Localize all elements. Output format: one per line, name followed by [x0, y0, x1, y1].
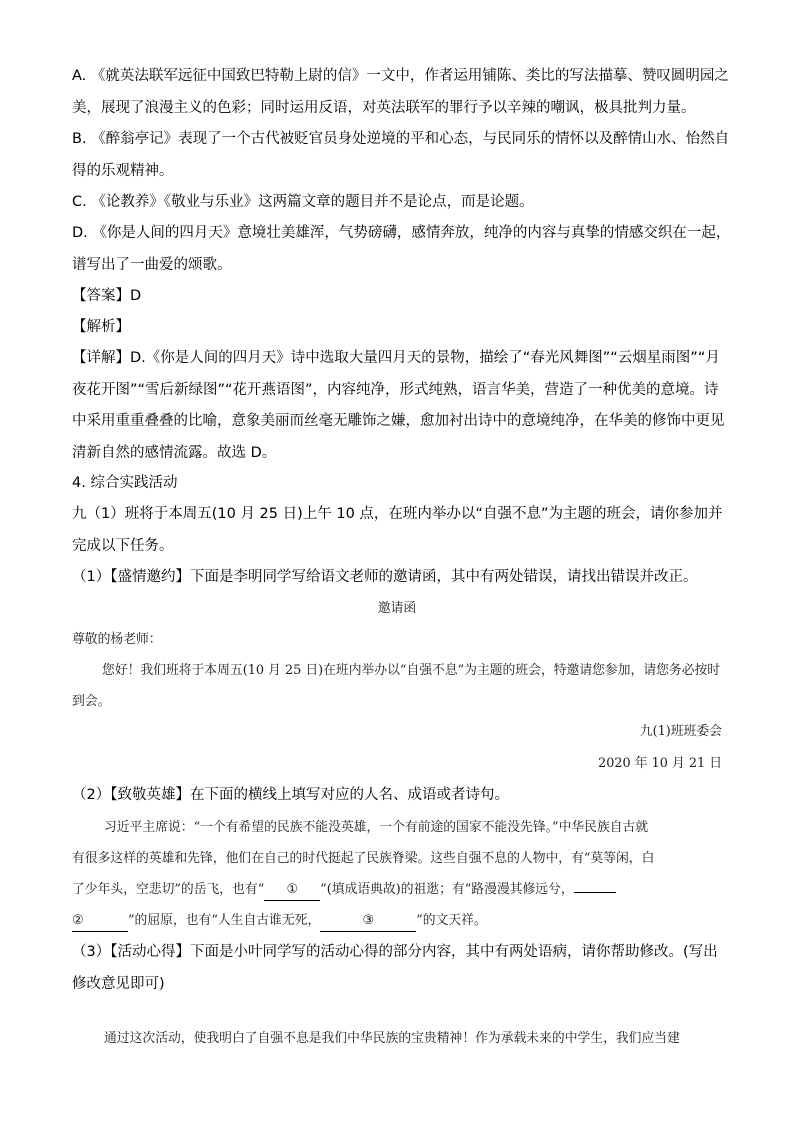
question-4-intro: 九（1）班将于本周五(10 月 25 日)上午 10 点，在班内举办以“自强不息”为主题的班会，请你参加并完成以下任务。: [72, 506, 723, 554]
analysis-label: 【解析】: [72, 319, 130, 335]
quote-line-3: 了少年头，空悲切”的岳飞，也有“ ① ”(填成语典故)的祖逖；有“路漫漫其修远兮，: [72, 880, 616, 901]
option-d: D. 《你是人间的四月天》意境壮美雄浑，气势磅礴，感情奔放，纯净的内容与真挚的情感交织在一起，谱写出了一曲爱的颂歌。: [72, 225, 731, 273]
subquestion-2: （2）【致敬英雄】在下面的横线上填写对应的人名、成语或者诗句。: [72, 787, 509, 803]
subquestion-3: （3）【活动心得】下面是小叶同学写的活动心得的部分内容，其中有两处语病，请你帮助修改。(写出修改意见即可): [72, 944, 718, 992]
option-a: A. 《就英法联军远征中国致巴特勒上尉的信》一文中，作者运用铺陈、类比的写法描摹、赞叹圆明园之美，展现了浪漫主义的色彩；同时运用反语，对英法联军的罪行予以辛辣的嘲讽，极具批判力量。: [72, 68, 729, 116]
letter-salutation: 尊敬的杨老师：: [72, 632, 162, 647]
quote-line-1: 习近平主席说：“一个有希望的民族不能没英雄，一个有前途的国家不能没先锋。”中华民族自古就: [104, 820, 649, 835]
answer-label: 【答案】D: [72, 288, 142, 304]
quote-line-4: ② ”的屈原，也有“人生自古谁无死， ③ ”的文天祥。: [72, 911, 487, 932]
analysis-text: 【详解】D.《你是人间的四月天》诗中选取大量四月天的景物，描绘了“春光风舞图”“云烟星雨图”“月夜花开图”“雪后新绿图”“花开燕语图”，内容纯净，形式纯熟，语言华美，营造了一种优美的意境。诗中采用重重叠叠的比喻，意象美丽而丝毫无雕饰之嫌，愈加衬出诗中的意境纯净，在华美的修饰中更见清新自然的感情流露。故选 D。: [72, 350, 725, 461]
blank-3[interactable]: ③: [320, 911, 416, 932]
letter-date: 2020 年 10 月 21 日: [598, 756, 722, 771]
letter-signer: 九(1)班班委会: [639, 724, 722, 739]
blank-2[interactable]: ②: [72, 911, 128, 932]
option-b: B. 《醉翁亭记》表现了一个古代被贬官员身处逆境的平和心态，与民同乐的情怀以及醉情山水、怡然自得的乐观精神。: [72, 131, 730, 179]
blank-2-start[interactable]: [574, 892, 616, 893]
quote-line-2: 有很多这样的英雄和先锋，他们在自己的时代挺起了民族脊梁。这些自强不息的人物中，有“莫等闲，白: [72, 851, 655, 866]
reflection-text: 通过这次活动，使我明白了自强不息是我们中华民族的宝贵精神！作为承载未来的中学生，我们应当建: [104, 1031, 680, 1046]
question-4-title: 4. 综合实践活动: [72, 475, 178, 491]
option-c: C. 《论教养》《敬业与乐业》这两篇文章的题目并不是论点，而是论题。: [72, 194, 534, 210]
subquestion-1: （1）【盛情邀约】下面是李明同学写给语文老师的邀请函，其中有两处错误，请找出错误并改正。: [72, 569, 698, 585]
blank-1[interactable]: ①: [264, 880, 320, 901]
letter-title: 邀请函: [377, 601, 417, 616]
letter-body: 您好！我们班将于本周五(10 月 25 日)在班内举办以“自强不息”为主题的班会，特邀请您参加，请您务必按时到会。: [72, 663, 721, 709]
